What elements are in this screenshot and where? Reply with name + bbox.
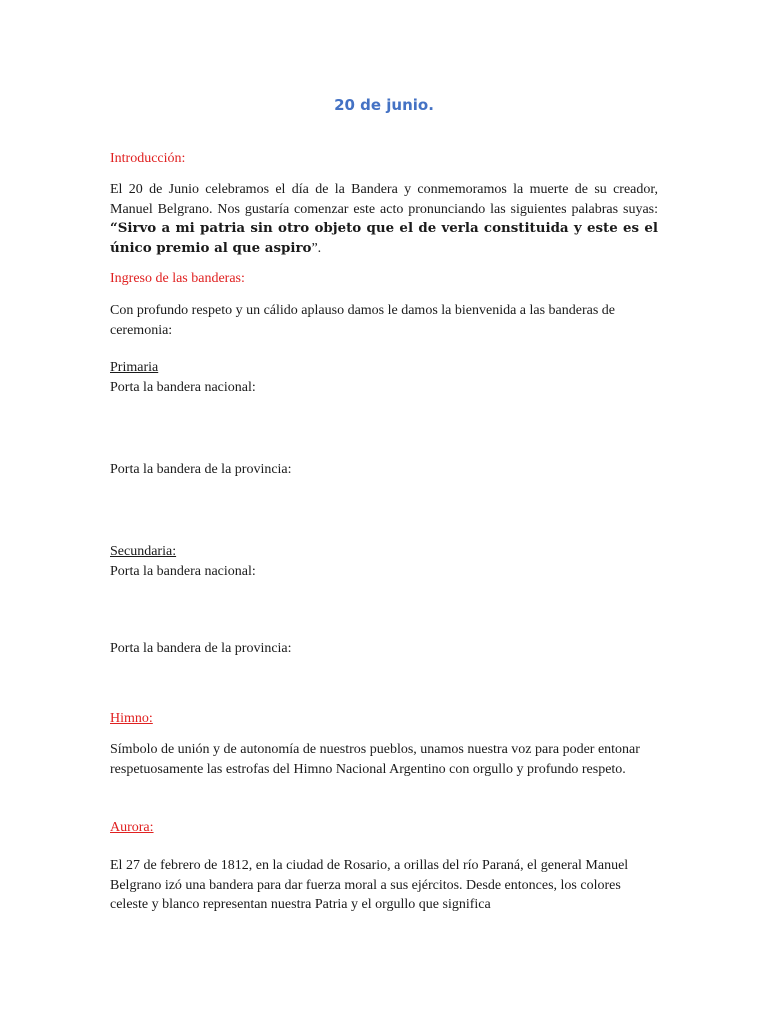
document-title: 20 de junio. <box>334 96 434 114</box>
primaria-label: Primaria <box>110 360 159 375</box>
ingreso-heading: Ingreso de las banderas: <box>110 271 245 286</box>
primaria-nacional: Porta la bandera nacional: <box>110 380 256 395</box>
quote-close-mark: ”. <box>311 240 322 256</box>
himno-paragraph: Símbolo de unión y de autonomía de nuestros pueblos, unamos nuestra voz para poder entonar respetuosamente las estrofas del Himno Nacional Argentino con orgullo y profundo respeto. <box>110 742 640 777</box>
aurora-paragraph: El 27 de febrero de 1812, en la ciudad de Rosario, a orillas del río Paraná, el general Manuel Belgrano izó una bandera para dar fuerza moral a sus ejércitos. Desde entonces, los colores celeste y blanco representan nuestra Patria y el orgullo que significa <box>110 858 629 912</box>
himno-heading: Himno: <box>110 711 153 726</box>
aurora-heading: Aurora: <box>110 820 154 835</box>
secundaria-label: Secundaria: <box>110 544 177 559</box>
primaria-provincia: Porta la bandera de la provincia: <box>110 462 292 477</box>
quote-open-mark: “ <box>110 220 118 236</box>
ingreso-paragraph: Con profundo respeto y un cálido aplauso damos le damos la bienvenida a las banderas de ceremonia: <box>110 303 616 338</box>
intro-paragraph <box>110 180 658 258</box>
intro-heading: Introducción: <box>110 151 186 166</box>
belgrano-quote: Sirvo a mi patria sin otro objeto que el de verla constituida y este es el único premio al que aspiro <box>110 220 658 256</box>
intro-text: El 20 de Junio celebramos el día de la Bandera y conmemoramos la muerte de su creador, Manuel Belgrano. Nos gustaría comenzar este acto pronunciando las siguientes palabras suyas: <box>110 182 658 217</box>
secundaria-nacional: Porta la bandera nacional: <box>110 564 256 579</box>
secundaria-provincia: Porta la bandera de la provincia: <box>110 641 292 656</box>
